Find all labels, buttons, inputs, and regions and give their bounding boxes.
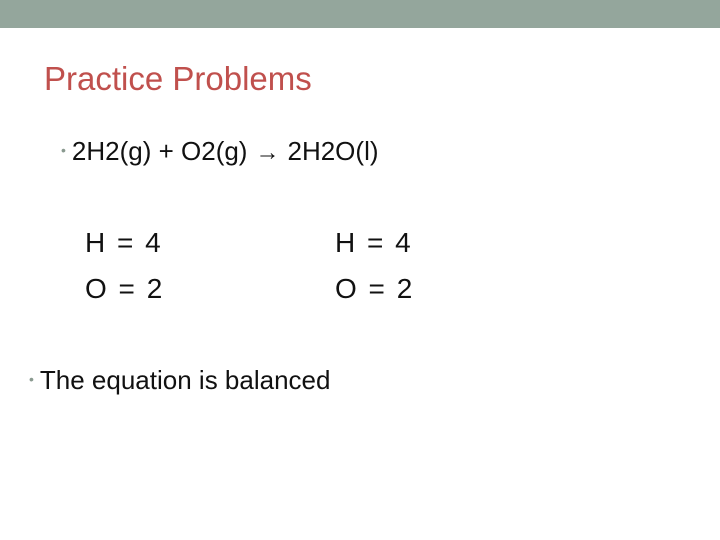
reactant-oxygen-count: O = 2 bbox=[85, 273, 165, 304]
bullet-marker: • bbox=[61, 142, 66, 158]
bullet-marker: • bbox=[29, 371, 34, 387]
equation-products: 2H2O(l) bbox=[287, 136, 379, 166]
equation-reactants: 2H2(g) + O2(g) bbox=[71, 136, 248, 166]
conclusion-bullet bbox=[29, 367, 330, 393]
product-hydrogen-count: H = 4 bbox=[335, 227, 413, 258]
reactant-hydrogen-count: H = 4 bbox=[85, 227, 163, 258]
top-accent-bar bbox=[0, 0, 720, 28]
reaction-arrow-icon: → bbox=[255, 139, 280, 166]
conclusion-text: The equation is balanced bbox=[39, 365, 331, 395]
equation-bullet bbox=[61, 138, 379, 165]
product-oxygen-count: O = 2 bbox=[335, 273, 415, 304]
slide-title: Practice Problems bbox=[44, 60, 312, 97]
